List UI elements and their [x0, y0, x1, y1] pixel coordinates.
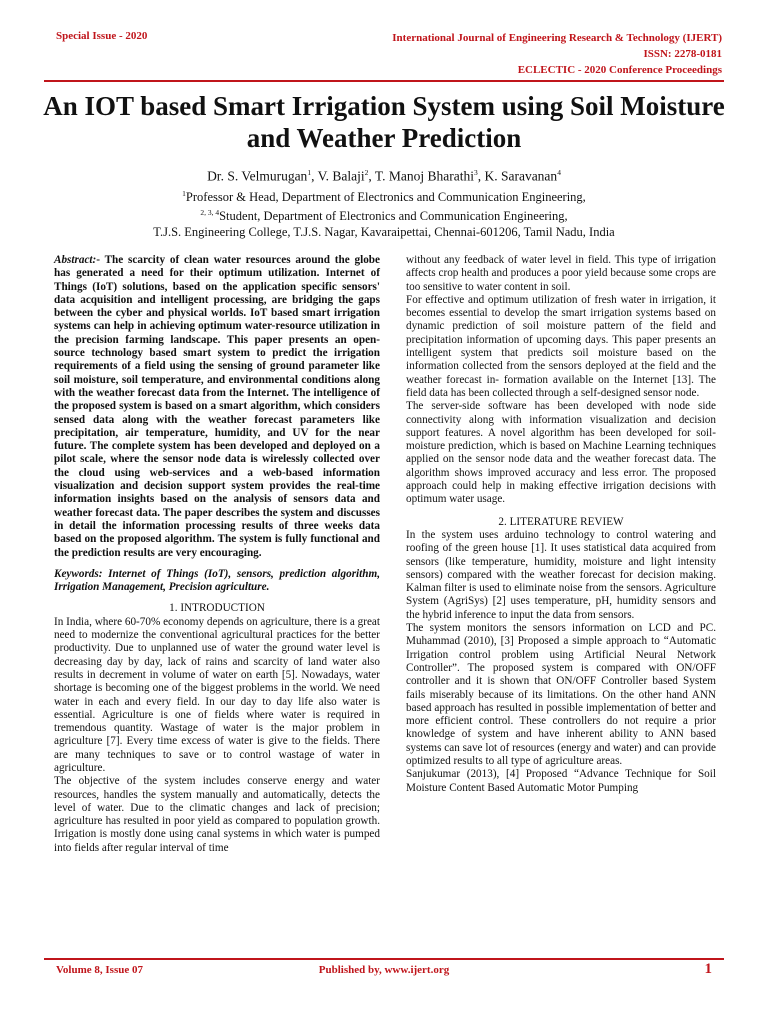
affiliation-1 [40, 186, 728, 205]
abstract [54, 254, 380, 560]
abstract-body: - The scarcity of clean water resources around the globe has generated a need for their optimum utilization. Internet of Things (IoT) solutions, based on the application specific sensors' data acquisition and intelligent processing, are bridging the gaps between the cyber and physical worlds. IoT based smart irrigation systems can help in achieving optimum water-resource utilization in the precision farming landscape. This paper presents an open-source technology based smart system to predict the irrigation requirements of a field using the sensing of ground parameter like soil moisture, soil temperature, and environmental conditions along with the weather forecast data from the Internet. The intelligence of the proposed system is based on a smart algorithm, which considers sensed data along with the weather forecast parameters like precipitation, air temperature, humidity, and UV for the near future. The complete system has been developed and deployed on a pilot scale, where the sensor node data is wirelessly collected over the cloud using web-services and a web-based information visualization and decision support system provides the real-time information insights based on the analysis of sensors data and weather forecast data. The paper describes the system and discusses in detail the information processing results of three weeks data based on the proposed algorithm. The system is fully functional and the prediction results are very encouraging. [54, 254, 380, 559]
affiliation-3: T.J.S. Engineering College, T.J.S. Nagar, Kavaraipettai, Chennai-601206, Tamil Nadu, India [153, 224, 615, 239]
author-sup: 1 [307, 168, 312, 177]
paper-title: An IOT based Smart Irrigation System using Soil Moisture and Weather Prediction [43, 91, 725, 153]
paragraph: In the system uses arduino technology to control watering and roofing of the green house [1]. It uses statistical data acquired from sensors (like temperature, humidity, moisture and light intensity sensors) compared with the weather forecast for decision making. Kalman filter is used to eliminate noise from the sensors. Agriculture System (AgriSys) [2] uses temperature, pH, humidity sensors and the hybrid inference to input the data from sensors. [406, 528, 716, 621]
author-names [40, 165, 728, 185]
keywords: Keywords: Internet of Things (IoT), sensors, prediction algorithm, Irrigation Management, Precision agriculture. [54, 567, 380, 594]
page-number: 1 [704, 961, 712, 977]
left-column [54, 254, 380, 855]
header-issn: ISSN: 2278-0181 [643, 48, 722, 60]
author-sep: , [368, 168, 375, 184]
abstract-lead: Abstract: [54, 254, 97, 266]
affiliation-2 [40, 205, 728, 224]
paragraph: Sanjukumar (2013), [4] Proposed “Advance Technique for Soil Moisture Content Based Automatic Motor Pumping [406, 768, 716, 794]
paragraph: The server-side software has been developed with node side connectivity along with information visualization and decision support features. A novel algorithm has been developed for soil-moisture prediction, which is based on Machine Learning techniques applied on the sensor node data and the weather forecast data. The algorithm shows improved accuracy and less error. The proposed approach could help in making effective irrigation decisions with optimum water usage. [406, 400, 716, 506]
header-journal [392, 30, 722, 78]
header-rule [44, 80, 724, 82]
author-sup: 4 [557, 168, 561, 177]
header-proceedings: ECLECTIC - 2020 Conference Proceedings [517, 64, 722, 76]
author-name: T. Manoj Bharathi [374, 168, 474, 184]
section-heading-introduction: 1. INTRODUCTION [169, 602, 265, 615]
affiliation-text: Professor & Head, Department of Electronics and Communication Engineering, [185, 189, 586, 204]
paragraph: In India, where 60-70% economy depends on agriculture, there is a great need to modernize the conventional agricultural practices for the better productivity. Due to unplanned use of water the ground water level is decreasing day by day, lack of rains and scarcity of land water also results in decrement in volume of water on earth [5]. Nowadays, water shortage is becoming one of the biggest problems in the world. We need water in each and every field. In our day to day life also water is essential. Agriculture is one of fields where water is required in tremendous quantity. Wastage of water is the major problem in agriculture [7]. Every time excess of water is give to the fields. There are many techniques to save or to control wastage of water in agriculture. [54, 615, 380, 774]
author-block [40, 165, 728, 240]
footer-volume: Volume 8, Issue 07 [56, 964, 143, 976]
paragraph: The objective of the system includes conserve energy and water resources, handles the system manually and automatically, detects the level of water. Due to the climatic changes and lack of precision; agriculture has resulted in poor yield as compared to population growth. Irrigation is mostly done using canal systems in which water is pumped into fields after regular interval of time [54, 775, 380, 854]
paragraph: without any feedback of water level in field. This type of irrigation affects crop health and produces a poor yield because some crops are too sensitive to water content in soil. [406, 254, 716, 293]
affiliation-sup: 1 [182, 188, 186, 198]
right-column [406, 254, 716, 795]
footer-rule [44, 958, 724, 960]
author-name: V. Balaji [317, 168, 365, 184]
author-name: Dr. S. Velmurugan [207, 168, 308, 184]
author-name: K. Saravanan [484, 168, 558, 184]
header-issue: Special Issue - 2020 [56, 30, 148, 42]
paragraph: The system monitors the sensors information on LCD and PC. Muhammad (2010), [3] Proposed a simple approach to “Automatic Irrigation control problem using Artificial Neural Network Controller”. The proposed system is compared with ON/OFF controller and it is shown that ON/OFF Controller based System fails miserably because of its limitations. On the other hand ANN based approach has resulted in possible implementation of better and more efficient control. These controllers do not require a prior knowledge of system and have inherent ability to ANN based systems can save lot of resources (energy and water) and can provide optimized results to all type of agriculture areas. [406, 622, 716, 767]
header-journal-name: International Journal of Engineering Research & Technology (IJERT) [392, 32, 722, 44]
author-sup: 3 [473, 168, 478, 177]
author-sep: , [477, 168, 485, 184]
paragraph: For effective and optimum utilization of fresh water in irrigation, it becomes essential to develop the smart irrigation systems based on dynamic prediction of soil moisture pattern of the field and precipitation information of upcoming days. This paper presents an intelligent system that predicts soil moisture based on the information collected from the sensors deployed at the field and the weather forecast in- formation available on the Internet [13]. The field data has been collected through a self-designed sensor node. [406, 293, 716, 399]
author-sep: , [311, 168, 318, 184]
affiliation-sup: 2, 3, 4 [200, 207, 220, 217]
affiliation-text: Student, Department of Electronics and Communication Engineering, [219, 208, 568, 223]
section-heading-literature-review: 2. LITERATURE REVIEW [498, 515, 624, 528]
footer-publisher-link[interactable]: Published by, www.ijert.org [318, 964, 450, 976]
author-sup: 2 [364, 168, 369, 177]
